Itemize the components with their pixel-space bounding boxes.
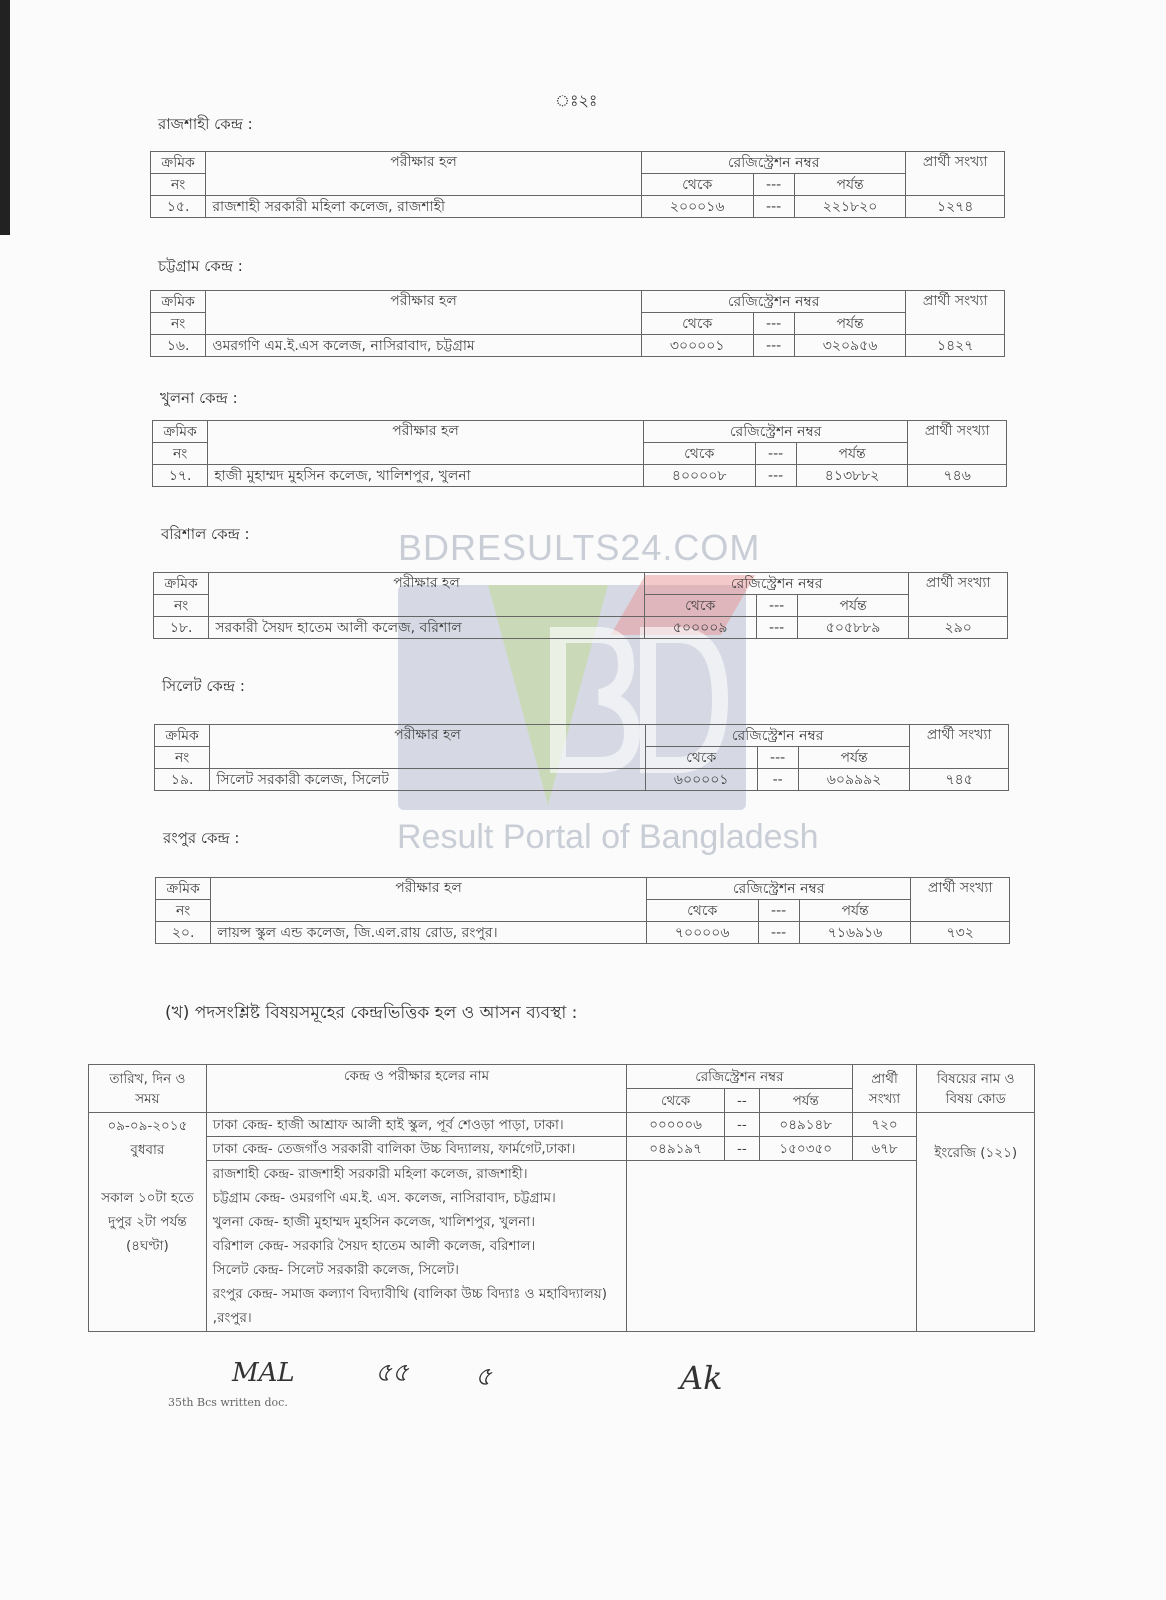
hall-name: লায়ন্স স্কুল এন্ড কলেজ, জি.এল.রায় রোড, রংপুর।: [211, 922, 647, 944]
center-table: [150, 290, 1005, 357]
header-reg: রেজিস্ট্রেশন নম্বর: [644, 573, 909, 595]
candidate-count: ১২৭৪: [906, 196, 1005, 218]
header-reg: রেজিস্ট্রেশন নম্বর: [641, 291, 906, 313]
hall-name: হাজী মুহাম্মদ মুহসিন কলেজ, খালিশপুর, খুলনা: [208, 465, 644, 487]
header-to: পর্যন্ত: [794, 313, 906, 335]
header-subject: [917, 1065, 1035, 1113]
hall-name: সরকারী সৈয়দ হাতেম আলী কলেজ, বরিশাল: [209, 617, 645, 639]
header-reg: রেজিস্ট্রেশন নম্বর: [646, 878, 911, 900]
header-hall: পরীক্ষার হল: [210, 725, 646, 769]
exam-day: বুধবার: [130, 1142, 165, 1158]
header-reg: রেজিস্ট্রেশন নম্বর: [641, 152, 906, 174]
other-center: রংপুর কেন্দ্র- সমাজ কল্যাণ বিদ্যাবীথি (বালিকা উচ্চ বিদ্যাঃ ও মহাবিদ্যালয়) ,রংপুর।: [212, 1286, 607, 1326]
header-hall: কেন্দ্র ও পরীক্ষার হলের নাম: [206, 1065, 626, 1113]
center-table: [153, 572, 1008, 639]
other-center: রাজশাহী কেন্দ্র- রাজশাহী সরকারী মহিলা কলেজ, রাজশাহী।: [212, 1166, 528, 1182]
table-row: [154, 617, 1008, 639]
header-count: প্রার্থী সংখ্যা: [908, 421, 1007, 465]
reg-to: ৩২০৯৫৬: [794, 335, 906, 357]
header-date-line2: সময়: [135, 1090, 160, 1107]
watermark-site: BDRESULTS24.COM: [398, 527, 761, 568]
reg-dash: ---: [756, 617, 797, 639]
header-to: পর্যন্ত: [759, 1089, 852, 1113]
reg-dash: ---: [758, 922, 799, 944]
reg-dash: ---: [753, 196, 794, 218]
header-hall: পরীক্ষার হল: [211, 878, 647, 922]
candidate-count: ৭৪৫: [910, 769, 1009, 791]
center-table: [154, 724, 1009, 791]
reg-dash: --: [724, 1137, 759, 1161]
table-row: [151, 335, 1005, 357]
header-serial: ক্রমিক: [151, 152, 206, 174]
reg-to: ৬০৯৯৯২: [798, 769, 910, 791]
subject-cell: ইংরেজি (১২১): [917, 1113, 1035, 1332]
candidate-count: ৭৩২: [911, 922, 1010, 944]
scan-edge: [0, 0, 10, 235]
table-row: [156, 922, 1010, 944]
header-dash: ---: [756, 595, 797, 617]
header-to: পর্যন্ত: [796, 443, 908, 465]
header-to: পর্যন্ত: [794, 174, 906, 196]
header-dash: ---: [758, 900, 799, 922]
other-center: খুলনা কেন্দ্র- হাজী মুহাম্মদ মুহসিন কলেজ, খালিশপুর, খুলনা।: [212, 1214, 536, 1230]
header-hall: পরীক্ষার হল: [206, 291, 642, 335]
header-to: পর্যন্ত: [797, 595, 909, 617]
other-centers: [206, 1161, 626, 1332]
doc-label: 35th Bcs written doc.: [168, 1396, 288, 1409]
reg-to: ৭১৬৯১৬: [799, 922, 911, 944]
candidate-count: ৭৪৬: [908, 465, 1007, 487]
header-count: [852, 1065, 917, 1113]
header-date-line1: তারিখ, দিন ও: [109, 1070, 186, 1087]
reg-from: ৪০০০০৮: [643, 465, 755, 487]
table-row: [89, 1161, 1035, 1332]
reg-from: ০০০০০৬: [627, 1113, 725, 1137]
header-count: প্রার্থী সংখ্যা: [906, 291, 1005, 335]
candidate-count: ৭২০: [852, 1113, 917, 1137]
center-heading: রাজশাহী কেন্দ্র :: [158, 115, 253, 133]
serial: ১৬.: [151, 335, 206, 357]
header-from: থেকে: [645, 747, 757, 769]
header-hall: পরীক্ষার হল: [209, 573, 645, 617]
header-to: পর্যন্ত: [799, 900, 911, 922]
reg-to: ৪১৩৮৮২: [796, 465, 908, 487]
header-reg: রেজিস্ট্রেশন নম্বর: [645, 725, 910, 747]
signature: ৫৫: [375, 1358, 409, 1388]
header-count: প্রার্থী সংখ্যা: [906, 152, 1005, 196]
candidate-count: ১৪২৭: [906, 335, 1005, 357]
header-count-line2: সংখ্যা: [868, 1090, 901, 1107]
header-count: প্রার্থী সংখ্যা: [910, 725, 1009, 769]
table-row: [89, 1137, 1035, 1161]
center-table: [150, 151, 1005, 218]
header-subject-line2: বিষয় কোড: [945, 1090, 1006, 1107]
reg-to: ৫০৫৮৮৯: [797, 617, 909, 639]
table-row: [89, 1113, 1035, 1137]
reg-to: ২২১৮২০: [794, 196, 906, 218]
header-serial: ক্রমিক: [153, 421, 208, 443]
header-dash: ---: [753, 174, 794, 196]
header-serial: ক্রমিক: [154, 573, 209, 595]
table-row: [153, 465, 1007, 487]
header-count-line1: প্রার্থী: [871, 1070, 898, 1087]
center-heading: চট্টগ্রাম কেন্দ্র :: [158, 257, 243, 275]
reg-dash: ---: [753, 335, 794, 357]
hall-name: ঢাকা কেন্দ্র- তেজগাঁও সরকারী বালিকা উচ্চ বিদ্যালয়, ফার্মগেট,ঢাকা।: [206, 1137, 626, 1161]
section-b-title: (খ) পদসংশ্লিষ্ট বিষয়সমূহের কেন্দ্রভিত্তিক হল ও আসন ব্যবস্থা :: [165, 1003, 578, 1023]
header-reg: রেজিস্ট্রেশন নম্বর: [627, 1065, 852, 1089]
header-serial: ক্রমিক: [151, 291, 206, 313]
table-row: [155, 769, 1009, 791]
empty-cell: [627, 1161, 917, 1332]
header-from: থেকে: [627, 1089, 725, 1113]
center-table: [155, 877, 1010, 944]
hall-name: রাজশাহী সরকারী মহিলা কলেজ, রাজশাহী: [206, 196, 642, 218]
other-center: বরিশাল কেন্দ্র- সরকারি সৈয়দ হাতেম আলী কলেজ, বরিশাল।: [212, 1238, 536, 1254]
other-center: সিলেট কেন্দ্র- সিলেট সরকারী কলেজ, সিলেট।: [212, 1262, 459, 1278]
watermark-tagline: Result Portal of Bangladesh: [397, 818, 819, 856]
header-from: থেকে: [641, 313, 753, 335]
header-serial-2: নং: [156, 900, 211, 922]
hall-name: ওমরগণি এম.ই.এস কলেজ, নাসিরাবাদ, চট্টগ্রাম: [206, 335, 642, 357]
header-dash: ---: [753, 313, 794, 335]
header-serial: ক্রমিক: [155, 725, 210, 747]
signature: Ak: [680, 1359, 723, 1397]
serial: ১৭.: [153, 465, 208, 487]
reg-dash: --: [757, 769, 798, 791]
reg-from: ৩০০০০১: [641, 335, 753, 357]
center-heading: খুলনা কেন্দ্র :: [160, 389, 238, 407]
date-cell: [89, 1113, 207, 1332]
candidate-count: ২৯০: [909, 617, 1008, 639]
serial: ১৫.: [151, 196, 206, 218]
reg-from: ০৪৯১৯৭: [627, 1137, 725, 1161]
reg-from: ৫০০০০৯: [644, 617, 756, 639]
header-from: থেকে: [644, 595, 756, 617]
reg-dash: --: [724, 1113, 759, 1137]
center-heading: সিলেট কেন্দ্র :: [162, 677, 245, 695]
hall-name: সিলেট সরকারী কলেজ, সিলেট: [210, 769, 646, 791]
exam-date: ০৯-০৯-২০১৫: [107, 1118, 188, 1134]
header-count: প্রার্থী সংখ্যা: [911, 878, 1010, 922]
header-reg: রেজিস্ট্রেশন নম্বর: [643, 421, 908, 443]
center-table: [152, 420, 1007, 487]
section-b-table: [88, 1064, 1035, 1332]
header-serial-2: নং: [151, 174, 206, 196]
header-date: [89, 1065, 207, 1113]
header-from: থেকে: [641, 174, 753, 196]
header-serial-2: নং: [153, 443, 208, 465]
serial: ১৮.: [154, 617, 209, 639]
header-serial-2: নং: [155, 747, 210, 769]
header-serial-2: নং: [154, 595, 209, 617]
header-to: পর্যন্ত: [798, 747, 910, 769]
exam-time: সকাল ১০টা হতে দুপুর ২টা পর্যন্ত (৪ঘণ্টা): [101, 1190, 194, 1254]
serial: ১৯.: [155, 769, 210, 791]
reg-from: ২০০০১৬: [641, 196, 753, 218]
header-from: থেকে: [646, 900, 758, 922]
reg-to: ১৫০৩৫০: [759, 1137, 852, 1161]
header-hall: পরীক্ষার হল: [206, 152, 642, 196]
signature: ৫: [475, 1362, 492, 1392]
header-from: থেকে: [643, 443, 755, 465]
header-dash: --: [724, 1089, 759, 1113]
center-heading: বরিশাল কেন্দ্র :: [161, 525, 250, 543]
hall-name: ঢাকা কেন্দ্র- হাজী আশ্রাফ আলী হাই স্কুল, পূর্ব শেওড়া পাড়া, ঢাকা।: [206, 1113, 626, 1137]
center-heading: রংপুর কেন্দ্র :: [163, 829, 240, 847]
header-serial: ক্রমিক: [156, 878, 211, 900]
reg-dash: ---: [755, 465, 796, 487]
serial: ২০.: [156, 922, 211, 944]
other-center: চট্টগ্রাম কেন্দ্র- ওমরগণি এম.ই. এস. কলেজ, নাসিরাবাদ, চট্টগ্রাম।: [212, 1190, 556, 1206]
reg-from: ৬০০০০১: [645, 769, 757, 791]
table-row: [151, 196, 1005, 218]
header-subject-line1: বিষয়ের নাম ও: [936, 1070, 1015, 1087]
header-serial-2: নং: [151, 313, 206, 335]
header-dash: ---: [757, 747, 798, 769]
header-hall: পরীক্ষার হল: [208, 421, 644, 465]
signature: MAL: [232, 1358, 295, 1388]
candidate-count: ৬৭৮: [852, 1137, 917, 1161]
reg-to: ০৪৯১৪৮: [759, 1113, 852, 1137]
header-count: প্রার্থী সংখ্যা: [909, 573, 1008, 617]
reg-from: ৭০০০০৬: [646, 922, 758, 944]
page-number: ঃ২ঃ: [555, 91, 598, 110]
header-dash: ---: [755, 443, 796, 465]
